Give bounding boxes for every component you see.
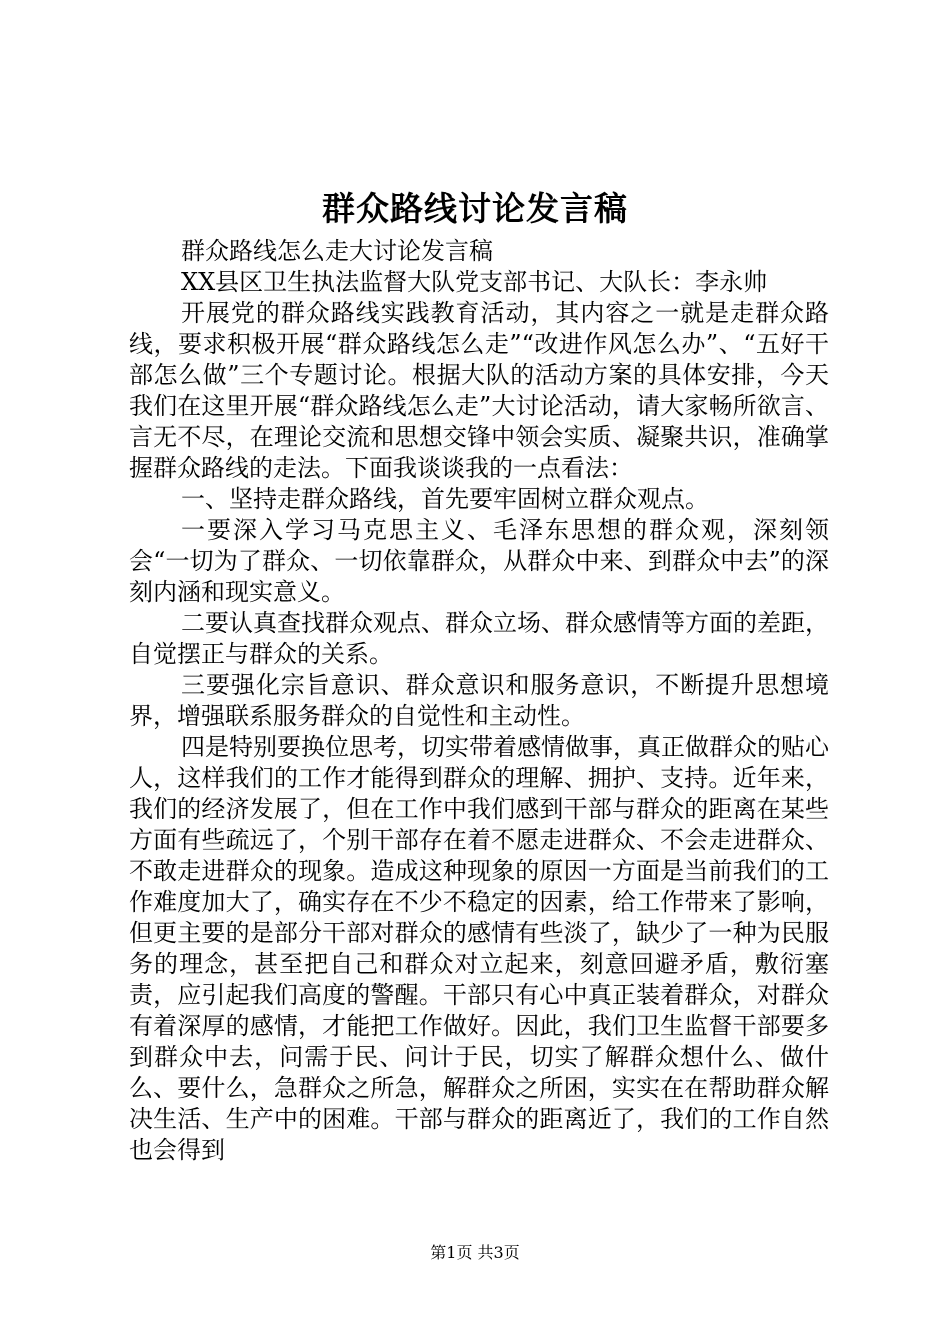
paragraph-intro: 开展党的群众路线实践教育活动，其内容之一就是走群众路线，要求积极开展“群众路线怎么走”“改进作风怎么办”、“五好干部怎么做”三个专题讨论。根据大队的活动方案的具体安排，今天我们在这里开展“群众路线怎么走”大讨论活动，请大家畅所欲言、言无不尽，在理论交流和思想交锋中领会实质、凝聚共识，准确掌握群众路线的走法。下面我谈谈我的一点看法：	[129, 299, 829, 482]
document-title: 群众路线讨论发言稿	[322, 189, 628, 228]
paragraph-section-heading: 一、坚持走群众路线，首先要牢固树立群众观点。	[181, 485, 709, 513]
paragraph-point-1: 一要深入学习马克思主义、毛泽东思想的群众观，深刻领会“一切为了群众、一切依靠群众，从群众中来、到群众中去”的深刻内涵和现实意义。	[129, 516, 829, 606]
paragraph-subtitle: 群众路线怎么走大讨论发言稿	[181, 237, 493, 265]
document-body	[129, 236, 829, 1166]
page-number-footer: 第1页 共3页	[430, 1243, 520, 1262]
paragraph-point-4: 四是特别要换位思考，切实带着感情做事，真正做群众的贴心人，这样我们的工作才能得到群众的理解、拥护、支持。近年来，我们的经济发展了，但在工作中我们感到干部与群众的距离在某些方面有些疏远了，个别干部存在着不愿走进群众、不会走进群众、不敢走进群众的现象。造成这种现象的原因一方面是当前我们的工作难度加大了，确实存在不少不稳定的因素，给工作带来了影响，但更主要的是部分干部对群众的感情有些淡了，缺少了一种为民服务的理念，甚至把自己和群众对立起来，刻意回避矛盾，敷衍塞责，应引起我们高度的警醒。干部只有心中真正装着群众，对群众有着深厚的感情，才能把工作做好。因此，我们卫生监督干部要多到群众中去，问需于民、问计于民，切实了解群众想什么、做什么、要什么，急群众之所急，解群众之所困，实实在在帮助群众解决生活、生产中的困难。干部与群众的距离近了，我们的工作自然也会得到	[129, 733, 829, 1164]
paragraph-point-3: 三要强化宗旨意识、群众意识和服务意识，不断提升思想境界，增强联系服务群众的自觉性和主动性。	[129, 671, 829, 730]
paragraph-point-2: 二要认真查找群众观点、群众立场、群众感情等方面的差距，自觉摆正与群众的关系。	[129, 609, 829, 668]
paragraph-author: XX县区卫生执法监督大队党支部书记、大队长：李永帅	[181, 268, 768, 296]
